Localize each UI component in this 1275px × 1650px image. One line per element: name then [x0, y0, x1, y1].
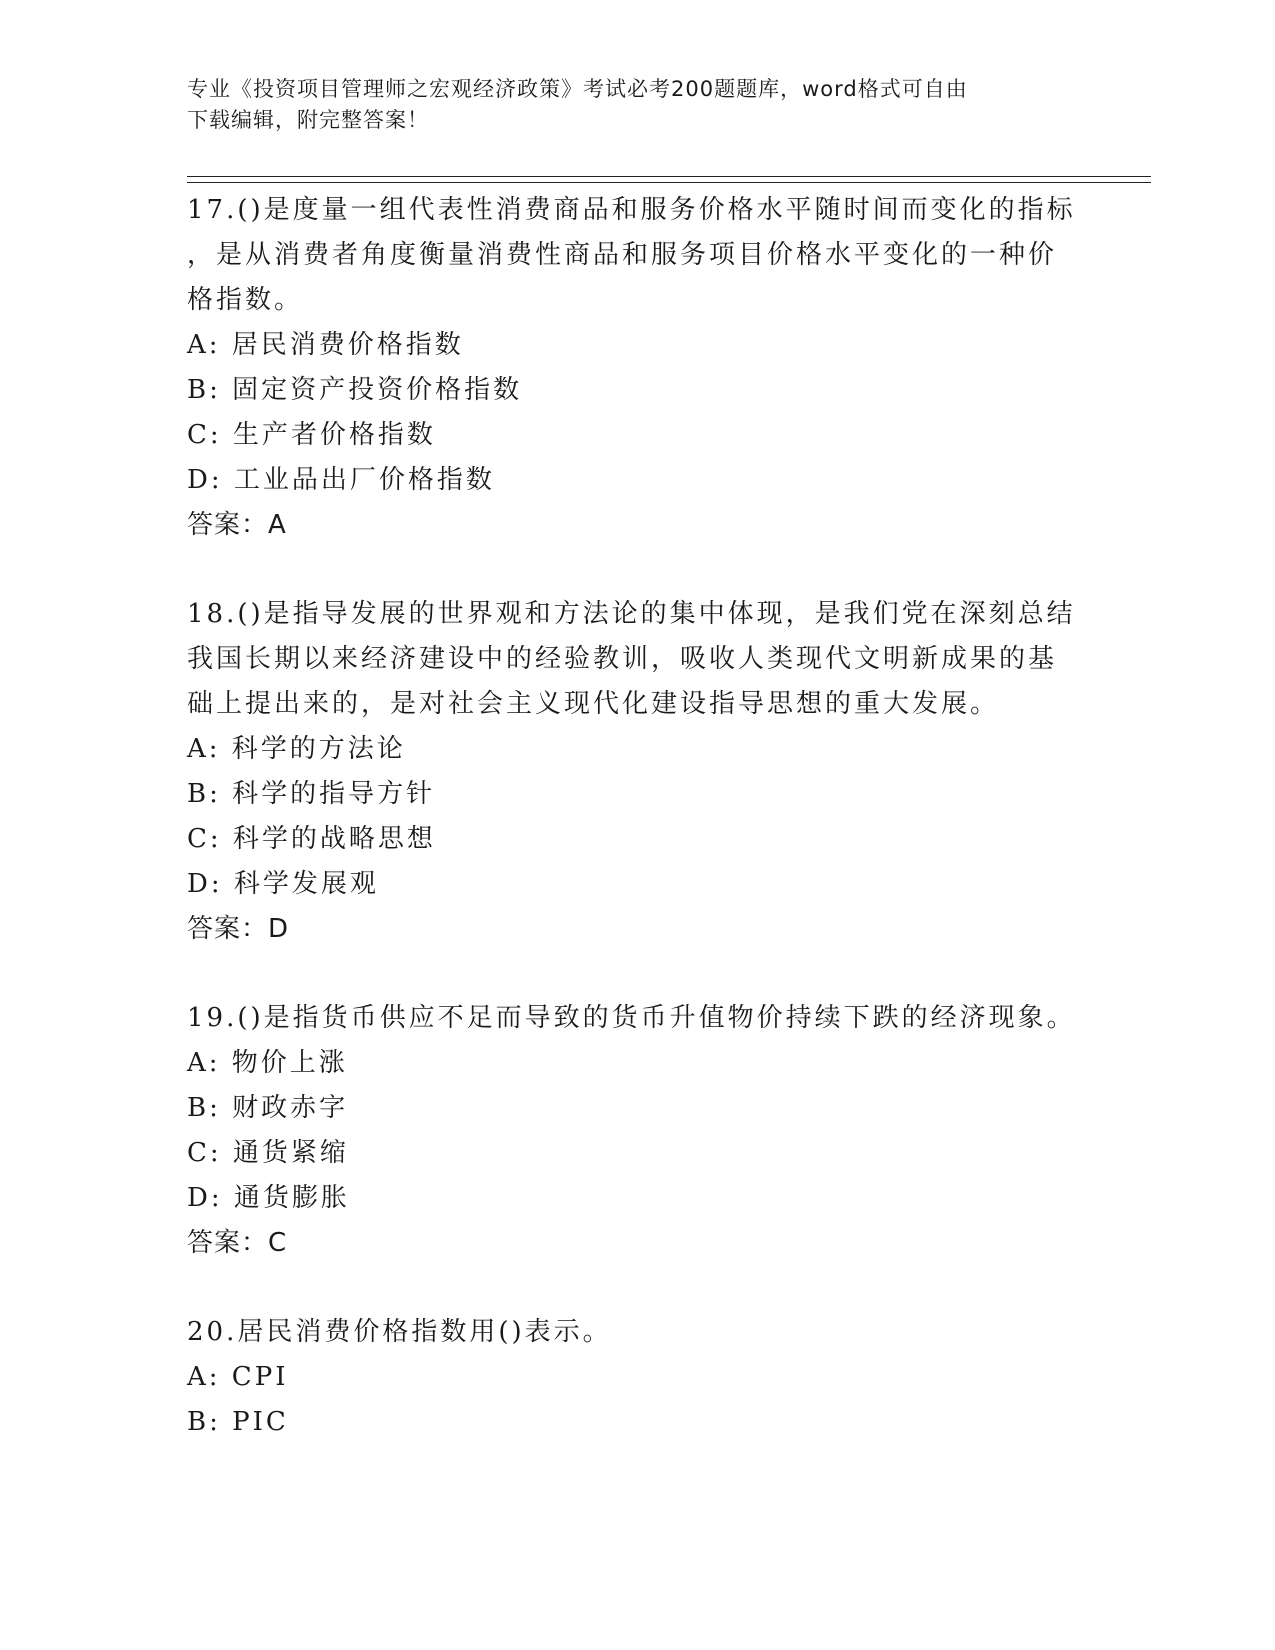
- option-a: A: 居民消费价格指数: [187, 330, 464, 360]
- question-stem-line: ，是从消费者角度衡量消费性商品和服务项目价格水平变化的一种价: [187, 240, 1058, 270]
- question-20: [187, 1310, 1087, 1445]
- option-c: C: 通货紧缩: [187, 1138, 349, 1168]
- option-a: A: 物价上涨: [187, 1048, 348, 1078]
- option-d: D: 通货膨胀: [187, 1183, 350, 1213]
- option-c: C: 科学的战略思想: [187, 824, 436, 854]
- option-b: B: 固定资产投资价格指数: [187, 375, 523, 405]
- option-a: A: 科学的方法论: [187, 734, 406, 764]
- option-a: A: CPI: [187, 1362, 289, 1392]
- option-b: B: 科学的指导方针: [187, 779, 436, 809]
- option-d: D: 科学发展观: [187, 869, 379, 899]
- question-18: [187, 592, 1087, 952]
- question-17: [187, 188, 1087, 548]
- option-b: B: 财政赤字: [187, 1093, 349, 1123]
- question-stem-line: 17.()是度量一组代表性消费商品和服务价格水平随时间而变化的指标: [187, 195, 1076, 225]
- answer-line: 答案：A: [187, 510, 287, 540]
- option-d: D: 工业品出厂价格指数: [187, 465, 495, 495]
- question-stem-line: 19.()是指货币供应不足而导致的货币升值物价持续下跌的经济现象。: [187, 1003, 1076, 1033]
- header-rule-bottom: [187, 182, 1151, 183]
- question-stem-line: 础上提出来的，是对社会主义现代化建设指导思想的重大发展。: [187, 689, 1000, 719]
- question-stem-line: 18.()是指导发展的世界观和方法论的集中体现，是我们党在深刻总结: [187, 599, 1076, 629]
- header-rule-top: [187, 176, 1151, 177]
- question-stem-line: 格指数。: [187, 285, 304, 315]
- option-c: C: 生产者价格指数: [187, 420, 436, 450]
- question-19: [187, 996, 1087, 1266]
- page-header: [187, 74, 1087, 136]
- header-line-2: 下载编辑，附完整答案！: [187, 108, 429, 132]
- answer-line: 答案：D: [187, 914, 290, 944]
- question-list: [187, 188, 1087, 1489]
- header-line-1: 专业《投资项目管理师之宏观经济政策》考试必考200题题库，word格式可自由: [187, 77, 968, 101]
- question-stem-line: 20.居民消费价格指数用()表示。: [187, 1317, 612, 1347]
- answer-line: 答案：C: [187, 1228, 288, 1258]
- option-b: B: PIC: [187, 1407, 289, 1437]
- question-stem-line: 我国长期以来经济建设中的经验教训，吸收人类现代文明新成果的基: [187, 644, 1058, 674]
